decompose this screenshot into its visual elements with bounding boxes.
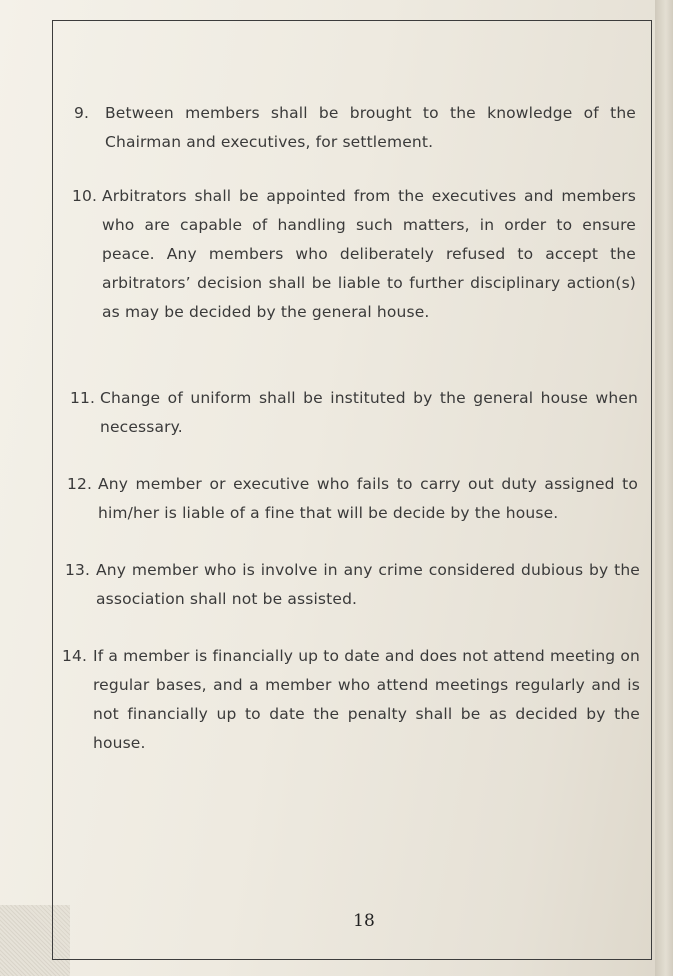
clause-12 [67,470,638,528]
clause-number: 9. [74,104,90,122]
clause-text: Any member who is involve in any crime considered dubious by the association shall not be assisted. [96,561,640,608]
page-number: 18 [353,911,375,931]
clause-number: 13. [65,561,91,579]
clause-text: Change of uniform shall be instituted by the general house when necessary. [100,389,638,436]
clause-number: 14. [62,647,88,665]
clause-number: 12. [67,475,93,493]
clause-text: If a member is financially up to date and does not attend meeting on regular bases, and a member who attend meetings regularly and is not financially up to date the penalty shall be as decided by the house. [93,647,640,752]
clause-number: 11. [70,389,96,407]
clause-text: Any member or executive who fails to carry out duty assigned to him/her is liable of a fine that will be decide by the house. [98,475,638,522]
clause-9 [74,99,636,157]
clause-10 [72,182,636,327]
clause-number: 10. [72,187,98,205]
clause-text: Arbitrators shall be appointed from the executives and members who are capable of handling such matters, in order to ensure peace. Any members who deliberately refused to accept the arbitrators’ decision shall be liable to further disciplinary action(s) as may be decided by the general house. [102,187,636,321]
clause-13 [65,556,640,614]
clause-14 [62,642,640,758]
clause-11 [70,384,638,442]
clause-text: Between members shall be brought to the knowledge of the Chairman and executives, for settlement. [105,104,636,151]
